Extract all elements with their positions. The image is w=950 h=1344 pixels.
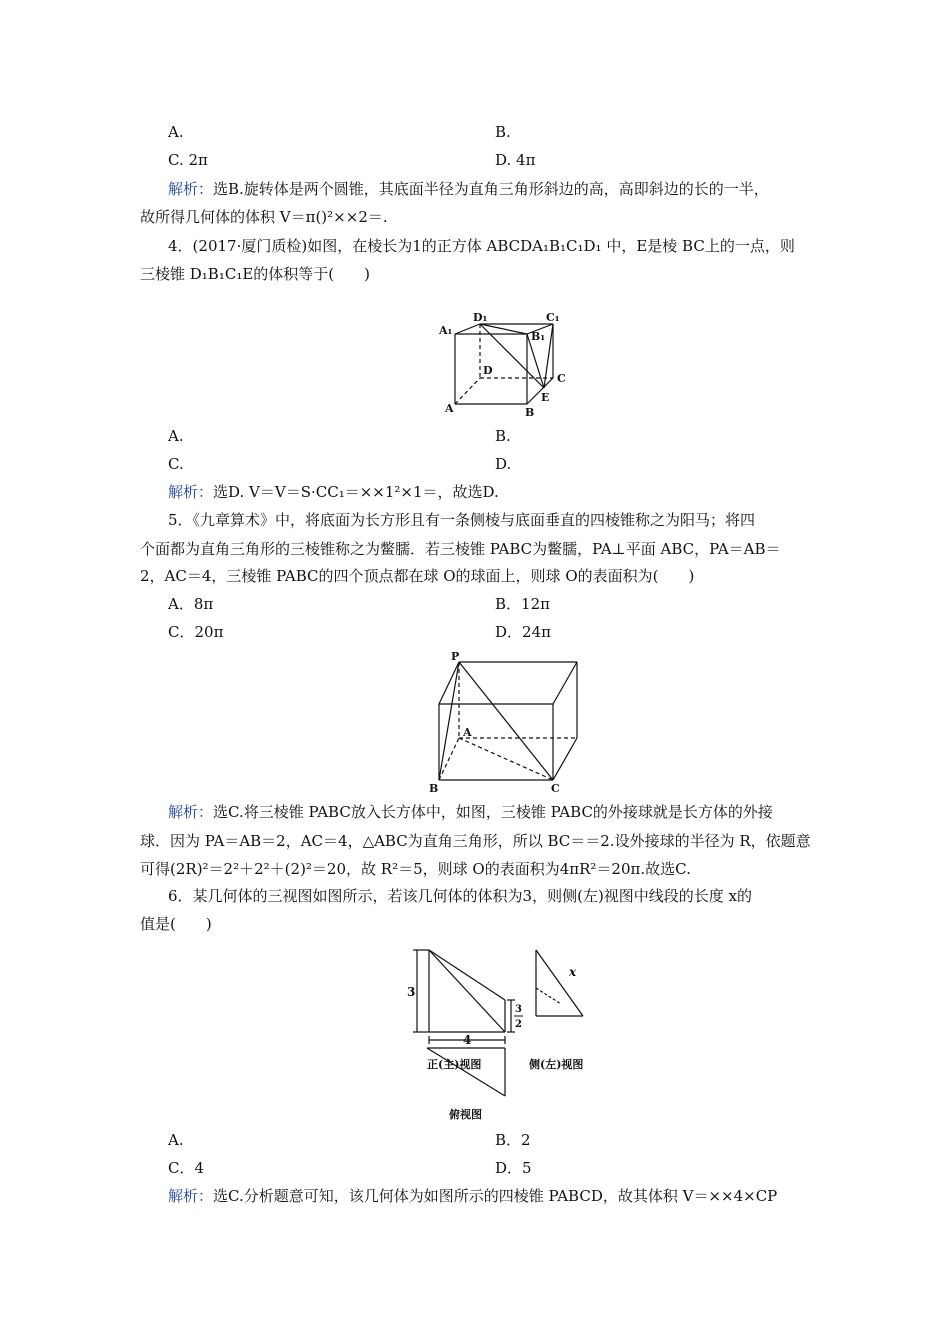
label-d1: D₁	[473, 311, 488, 324]
q5-box-figure	[425, 650, 590, 795]
side-x-label: x	[569, 965, 577, 979]
label-d: D	[483, 364, 493, 377]
q3-option-d: D. 4π	[495, 151, 536, 169]
solution-label: 解析：	[168, 1187, 214, 1205]
q4-option-c: C.	[168, 455, 184, 473]
side-view-caption: 侧(左)视图	[529, 1058, 584, 1071]
q3-option-a: A.	[168, 123, 184, 141]
q6-option-b: B．2	[495, 1131, 531, 1149]
q5-option-a: A．8π	[168, 595, 214, 613]
label-b: B	[429, 782, 439, 795]
q4-stem-line-1: 4．(2017·厦门质检)如图，在棱长为1的正方体 ABCDA₁B₁C₁D₁ 中，E是棱 BC上的一点，则	[168, 237, 795, 255]
label-p: P	[451, 650, 460, 663]
q4-cube-figure	[435, 312, 575, 422]
q4-solution	[168, 482, 499, 502]
label-a: A	[445, 402, 454, 415]
q6-stem-line-1: 6．某几何体的三视图如图所示，若该几何体的体积为3，则侧(左)视图中线段的长度 x的	[168, 887, 753, 905]
q6-option-c: C．4	[168, 1159, 205, 1177]
label-e: E	[541, 391, 550, 404]
solution-label: 解析：	[168, 483, 214, 501]
front-width-label: 4	[463, 1033, 472, 1047]
q5-option-d: D．24π	[495, 623, 551, 641]
q3-solution-text-1: 选B.旋转体是两个圆锥，其底面半径为直角三角形斜边的高，高即斜边的长的一半，	[213, 180, 769, 198]
q5-solution-line-3: 可得(2R)²＝2²＋2²＋(2)²＝20，故 R²＝5，则球 O的表面积为4πR²＝20π.故选C.	[140, 860, 691, 878]
q6-option-d: D．5	[495, 1159, 532, 1177]
label-a1: A₁	[439, 324, 453, 337]
q5-option-b: B．12π	[495, 595, 550, 613]
q3-option-b: B.	[495, 123, 511, 141]
q6-solution-text: 选C.分析题意可知，该几何体为如图所示的四棱锥 PABCD，故其体积 V＝××4×CP	[213, 1187, 778, 1205]
q4-stem-line-2: 三棱锥 D₁B₁C₁E的体积等于( )	[140, 265, 370, 283]
label-b1: B₁	[531, 330, 546, 343]
q4-option-b: B.	[495, 427, 511, 445]
label-c1: C₁	[546, 311, 560, 324]
q6-stem-line-2: 值是( )	[140, 915, 212, 933]
frac-denominator: 2	[515, 1019, 522, 1030]
q6-three-views-figure	[405, 944, 615, 1129]
q4-solution-text: 选D. V＝V＝S·CC₁＝××1²×1＝，故选D.	[213, 483, 499, 501]
label-c: C	[551, 782, 560, 795]
top-view-caption: 俯视图	[449, 1108, 482, 1121]
q6-option-a: A.	[168, 1131, 184, 1149]
label-c: C	[557, 372, 566, 385]
front-height-label: 3	[407, 985, 416, 999]
q5-option-c: C．20π	[168, 623, 224, 641]
q5-stem-line-3: 2，AC＝4，三棱锥 PABC的四个顶点都在球 O的球面上，则球 O的表面积为( )	[140, 567, 695, 585]
q5-stem-line-2: 个面都为直角三角形的三棱锥称之为鳖臑．若三棱锥 PABC为鳖臑，PA⊥平面 ABC，PA＝AB＝	[140, 540, 781, 558]
label-a: A	[463, 726, 472, 739]
q4-option-d: D.	[495, 455, 512, 473]
frac-numerator: 3	[515, 1004, 522, 1015]
q3-solution-line-1	[168, 179, 769, 199]
solution-label: 解析：	[168, 803, 214, 821]
q5-solution-line-2: 球．因为 PA＝AB＝2，AC＝4，△ABC为直角三角形，所以 BC＝＝2.设外接球的半径为 R，依题意	[140, 832, 811, 850]
q5-solution-line-1	[168, 802, 773, 822]
q3-solution-line-2: 故所得几何体的体积 V＝π()²××2＝.	[140, 208, 388, 226]
q6-solution	[168, 1186, 777, 1206]
q5-solution-text-1: 选C.将三棱锥 PABC放入长方体中，如图，三棱锥 PABC的外接球就是长方体的外接	[213, 803, 773, 821]
q5-stem-line-1: 5．《九章算术》中，将底面为长方形且有一条侧棱与底面垂直的四棱锥称之为阳马；将四	[168, 511, 756, 529]
q4-option-a: A.	[168, 427, 184, 445]
label-b: B	[525, 406, 535, 419]
solution-label: 解析：	[168, 180, 214, 198]
front-view-caption: 正(主)视图	[427, 1058, 482, 1071]
q3-option-c: C. 2π	[168, 151, 208, 169]
